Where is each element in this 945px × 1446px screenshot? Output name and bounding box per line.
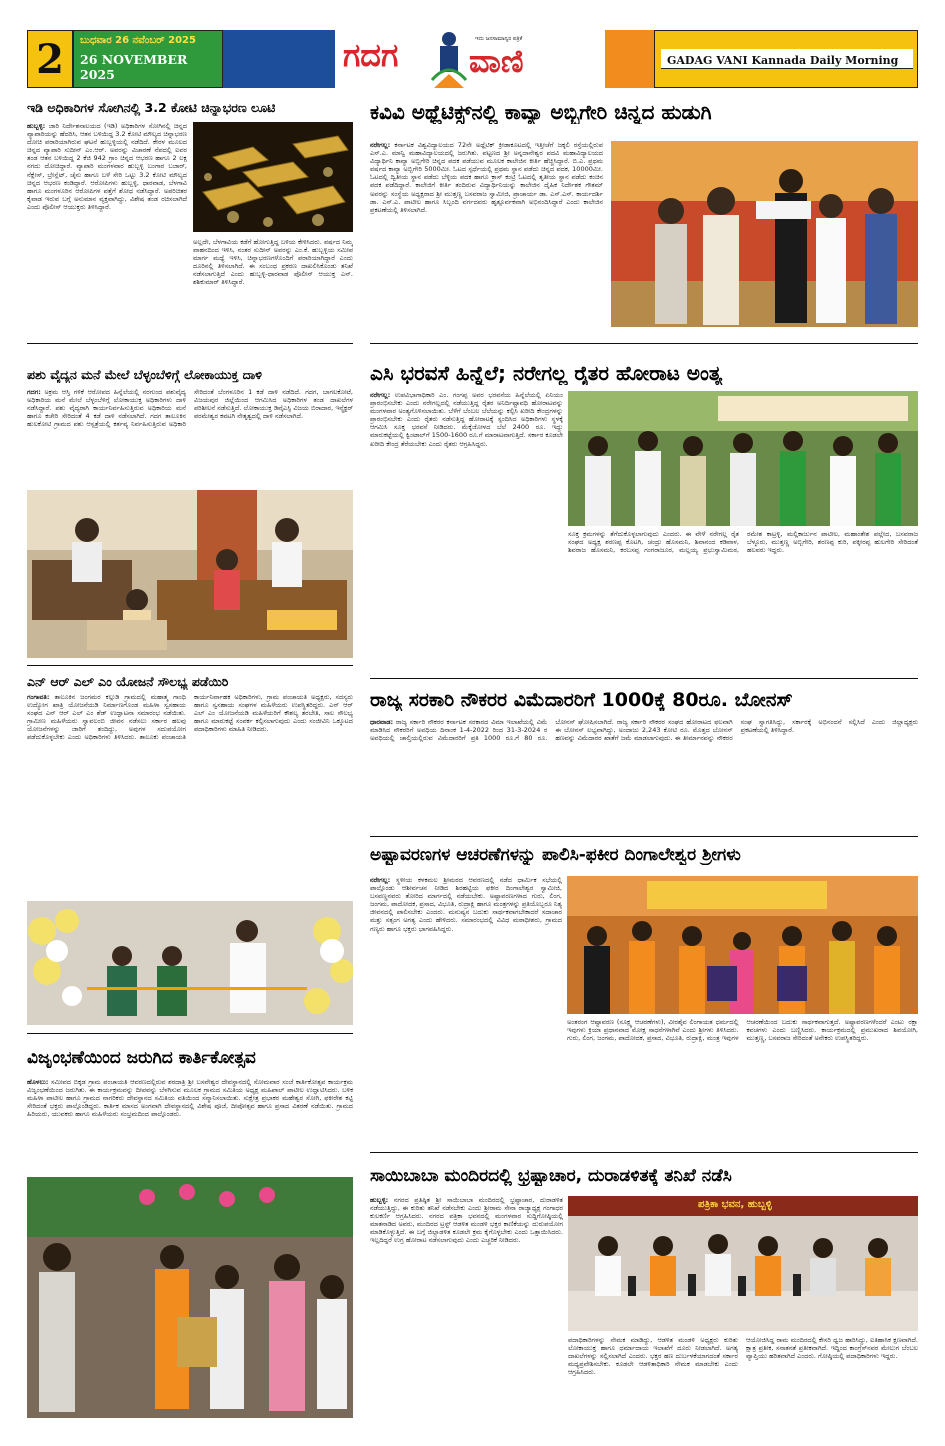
farmers-headline: ಎಸಿ ಭರವಸೆ ಹಿನ್ನೆಲೆ; ನರೇಗಲ್ಲ ರೈತರ ಹೋರಾಟ ಅಂತ್ಯ (370, 361, 723, 385)
date-kannada: ಬುಧವಾರ 26 ನವೆಂಬರ್ 2025 (80, 35, 196, 46)
logo-text-left: ಗದಗ (343, 36, 399, 74)
divider (370, 1152, 918, 1153)
lokayukta-body: ಗದಗ: ಅಕ್ರಮ ಆಸ್ತಿ ಗಳಿಕೆ ಆರೋಪದ ಹಿನ್ನೆಲೆಯಲ್ಲಿ ನರಗುಂದ ಪಶುವೈದ್ಯ ಅಧಿಕಾರಿಯ ಮನೆ ಮೇಲೆ ಬೆಳ್ಳಂಬೆಳಿಗ್ಗೆ ಲೋಕಾಯುಕ್ತ ಅಧಿಕಾರಿಗಳು ದಾಳಿ ನಡೆಸಿದ್ದಾರೆ. ಪಶು ವೈದ್ಯರಾಗಿ ಕಾರ್ಯನಿರ್ವಹಿಸುತ್ತಿರುವ ಅಧಿಕಾರಿಯ ಮನೆ ಹಾಗೂ ಕಚೇರಿ ಸೇರಿದಂತೆ 4 ಕಡೆ ದಾಳಿ ನಡೆಸಲಾಗಿದೆ. ಗದಗ ತಾಲೂಕಿನ ಹುಲಕೋಟಿ ಗ್ರಾಮದ ಪಶು ಆಸ್ಪತ್ರೆಯಲ್ಲಿ ಕರ್ತವ್ಯ ನಿರ್ವಹಿಸುತ್ತಿರುವ ಅಧಿಕಾರಿ ಸೇರಿದಂತೆ ಬೆಂಗಳೂರಿನ 1 ಕಡೆ ದಾಳಿ ನಡೆದಿದೆ. ಗದಗ, ಬಾಗಲಕೋಟೆ, ವಿಜಯಪುರ ಜಿಲ್ಲೆಯಿಂದ ಆಗಮಿಸಿದ ಅಧಿಕಾರಿಗಳ ತಂಡ ದಾಖಲೆಗಳ ಪರಿಶೀಲನೆ ನಡೆಸುತ್ತಿದೆ. ಲೋಕಾಯುಕ್ತ ಡಿವೈಎಸ್ಪಿ ವಿಜಯ ಬಿರಾದಾರ, ಇನ್ಸ್ಪೆಕ್ಟರ್ ಪರಮೇಶ್ವರ ಕವಟಗಿ ನೇತೃತ್ವದಲ್ಲಿ ದಾಳಿ ನಡೆಸಲಾಗಿದೆ. (27, 388, 353, 429)
ribbon-cutting-image (27, 901, 353, 1025)
saibaba-headline: ಸಾಯಿಬಾಬಾ ಮಂದಿರದಲ್ಲಿ ಭ್ರಷ್ಟಾಚಾರ, ದುರಾಡಳಿತಕ್ಕೆ ತನಿಖೆ ನಡೆಸಿ (370, 1166, 732, 1186)
divider (27, 1033, 353, 1034)
nrlm-headline: ಎನ್ ಆರ್ ಎಲ್ ಎಂ ಯೋಜನೆ ಸೌಲಭ್ಯ ಪಡೆಯಿರಿ (27, 674, 229, 689)
ashtavarana-body-2: ಅಂತರಂಗ ಆಷ್ಟಾವರಣ (ಸೂಕ್ಷ್ಮ ಆಚರಣೆಗಳು), ವೀರಶೈವ ಲಿಂಗಾಯತ ಧರ್ಮದಲ್ಲಿ ಇವುಗಳು ಕ್ರಿಯಾ ಪ್ರಧಾನವಾದ ಮೋಕ್ಷ ಸಾಧನೆಗಳಾಗಿವೆ ಎಂದು ಶ್ರೀಗಳು ತಿಳಿಸಿದರು. ಗುರು, ಲಿಂಗ, ಜಂಗಮ, ಪಾದೋದಕ, ಪ್ರಸಾದ, ವಿಭೂತಿ, ರುದ್ರಾಕ್ಷಿ, ಮಂತ್ರ ಇವುಗಳ ಆಚರಣೆಯಿಂದ ಬದುಕು ಸಾರ್ಥಕವಾಗುತ್ತದೆ. ಅಷ್ಟಾವರಣಗಳೆಂದರೆ ಎಂಟು ರಕ್ಷಾ ಕವಚಗಳು ಎಂದು ಬಣ್ಣಿಸಿದರು. ಕಾರ್ಯಕ್ರಮದಲ್ಲಿ ಪ್ರಮುಖರಾದ ಶಿವಯೋಗಿ, ಮುತ್ತಣ್ಣ, ಬಸವರಾಜ ಸೇರಿದಂತೆ ಅನೇಕರು ಉಪಸ್ಥಿತರಿದ್ದರು. (567, 1018, 918, 1043)
gold-body-2: ಅಲ್ಲದೇ, ಬೆಳಗಾವಿಯ ಕಡೆಗೆ ಹೋಗುತ್ತಿದ್ದ ಬಳಿಯ ಕೇಳಿಸಿದರು. ವರ್ಷದ ನಿಮ್ಮ ವಾಹನದಿಂದ ಇಳಿಸಿ, ನಂತರ ಸುದೀನ್ ಅವರನ್ನು ಎಂ.ಕೆ. ಹುಬ್ಬಳ್ಳಿಯ ಸಮೀಪ ಮಾರ್ಗ ಮಧ್ಯೆ ಇಳಿಸಿ, ಚಿನ್ನಾಭರಣಗಳೊಂದಿಗೆ ಪರಾರಿಯಾಗಿದ್ದಾರೆ ಎಂದು ದೂರಿನಲ್ಲಿ ತಿಳಿಸಲಾಗಿದೆ. ಈ ಸಂಬಂಧ ಪ್ರಕರಣ ದಾಖಲಿಸಿಕೊಂಡು ತನಿಖೆ ನಡೆಸಲಾಗುತ್ತಿದೆ ಎಂದು ಹುಬ್ಬಳ್ಳಿ-ಧಾರವಾಡ ಪೊಲೀಸ್ ಆಯುಕ್ತ ಎನ್. ಶಶಿಕುಮಾರ್ ತಿಳಿಸಿದ್ದಾರೆ. (193, 238, 353, 287)
office-raid-image (27, 490, 353, 658)
athletics-body: ನರೇಗಲ್ಲ: ಕರ್ನಾಟಕ ವಿಶ್ವವಿದ್ಯಾಲಯದ 72ನೇ ಅಥ್ಲೆಟಿಕ್ ಕ್ರೀಡಾಕೂಟದಲ್ಲಿ ಇತ್ತೀಚೆಗೆ ಜಕ್ಕಲಿ ರಸ್ತೆಯಲ್ಲಿರುವ ಎಸ್.ಎ. ಮಾನ್ವಿ ಮಹಾವಿದ್ಯಾಲಯದಲ್ಲಿ ಜರುಗಿತು. ಪಟ್ಟಣದ ಶ್ರೀ ಅನ್ನದಾನೇಶ್ವರ ಪದವಿ ಮಹಾವಿದ್ಯಾಲಯದ ವಿದ್ಯಾರ್ಥಿನಿ ಕಾವ್ಯಾ ಅಬ್ಬಿಗೇರಿ ಚಿನ್ನದ ಪದಕ ಪಡೆಯುವ ಮೂಲಕ ಕಾಲೇಜಿನ ಕೀರ್ತಿ ಹೆಚ್ಚಿಸಿದ್ದಾರೆ. ಬಿ.ಎ. ಪ್ರಥಮ ವರ್ಷದ ಕಾವ್ಯಾ ಅಬ್ಬಿಗೇರಿ 5000ಮೀ. ಓಟದ ಸ್ಪರ್ಧೆಯಲ್ಲಿ ಪ್ರಥಮ ಸ್ಥಾನ ಪಡೆದು ಚಿನ್ನದ ಪದಕ, 10000ಮೀ. ಓಟದಲ್ಲಿ ದ್ವಿತೀಯ ಸ್ಥಾನ ಪಡೆದು ಬೆಳ್ಳಿಯ ಪದಕ ಹಾಗೂ ಕ್ರಾಸ್ ಕಂಟ್ರಿ ಓಟದಲ್ಲಿ ತೃತೀಯ ಸ್ಥಾನ ಪಡೆದು ಕಂಚಿನ ಪದಕ ಪಡೆದಿದ್ದಾರೆ. ಕಾಲೇಜಿಗೆ ಕೀರ್ತಿ ತಂದಿರುವ ವಿದ್ಯಾರ್ಥಿನಿಯನ್ನು ಕಾಲೇಜಿನ ದೈಹಿಕ ನಿರ್ದೇಶಕ ಗೌತಮ್ ಅವರನ್ನು ಸಂಸ್ಥೆಯ ಅಧ್ಯಕ್ಷರಾದ ಶ್ರೀ ಮುತ್ತಣ್ಣ ಬಸವರಾಜ ಸ್ವಾಮೀಜಿ, ಪ್ರಾಚಾರ್ಯ ಡಾ. ಎಸ್.ಎಸ್. ಕಾರ್ಯದರ್ಶಿ ಡಾ. ಎಸ್.ಎ. ಪಾಟೀಲ ಹಾಗೂ ಸಿಬ್ಬಂದಿ ವರ್ಗದವರು ಹೃತ್ಪೂರ್ವಕವಾಗಿ ಅಭಿನಂದಿಸಿದ್ದಾರೆ ಎಂದು ಕಾಲೇಜಿನ ಪ್ರಕಟಣೆಯಲ್ಲಿ ತಿಳಿಸಲಾಗಿದೆ. (370, 141, 603, 214)
divider (27, 665, 353, 666)
seer-felicitation-image (567, 876, 918, 1014)
ashtavarana-photo (567, 876, 918, 1014)
press-meet-image (568, 1196, 918, 1331)
karthikotsava-photo (27, 1177, 353, 1418)
paper-name: GADAG VANI Kannada Daily Morning (667, 54, 899, 67)
divider (27, 343, 353, 344)
temple-felicitation-image (27, 1177, 353, 1418)
logo-area (335, 30, 605, 88)
date-box (73, 30, 223, 88)
gold-body: ಹುಬ್ಬಳ್ಳಿ: ಜಾರಿ ನಿರ್ದೇಶನಾಲಯದ (ಇಡಿ) ಅಧಿಕಾರಿಗಳ ಸೋಗಿನಲ್ಲಿ ಚಿನ್ನದ ವ್ಯಾಪಾರಿಯನ್ನು ಹೆದರಿಸಿ, ಆತನ ಬಳಿಯಿದ್ದ 3.2 ಕೋಟಿ ಮೌಲ್ಯದ ಚಿನ್ನಾಭರಣ ದೋಚಿ ಪರಾರಿಯಾಗಿರುವ ಘಟನೆ ಹುಬ್ಬಳ್ಳಿಯಲ್ಲಿ ನಡೆದಿದೆ. ಕೇರಳ ಮೂಲದ ಚಿನ್ನದ ವ್ಯಾಪಾರಿ ಸುದೀನ್ ಎಂ.ಆರ್. ಅವರನ್ನು ವಿಚಾರಣೆ ನೆಪದಲ್ಲಿ ಐವರ ತಂಡ ಆತನ ಬಳಿಯಿದ್ದ 2 ಕೆಜಿ 942 ಗ್ರಾಂ ಚಿನ್ನದ ಆಭರಣ ಹಾಗೂ 2 ಲಕ್ಷ ನಗದು ದೋಚಿದ್ದಾರೆ. ವ್ಯಾಪಾರಿ ಮಂಗಳವಾರ ಹುಬ್ಬಳ್ಳಿ ಬಂಗಾರ ಬಜಾರ್, ನೆಕ್ಲೇಸ್, ಬ್ರೇಸ್ಲೆಟ್, ಚೈನು ಹಾಗೂ ಬಳೆ ಸೇರಿ ಒಟ್ಟು 3.2 ಕೋಟಿ ಮೌಲ್ಯದ ಚಿನ್ನದ ಆಭರಣ ಕಂಡಿದ್ದಾರೆ. ಆರೋಪಿಗಳು ಹುಬ್ಬಳ್ಳಿ, ಧಾರವಾಡ, ಬೆಳಗಾವಿ ಹಾಗೂ ಮಂಗಳೂರಿನ ಆರೋಪಿಗಳ ಪತ್ತೆಗೆ ಶೋಧ ನಡೆಸಿದ್ದಾರೆ. ಅಪರಿಚಿತರ ಕೈವಾಡ ಇರುವ ಬಗ್ಗೆ ಅನುಮಾನ ವ್ಯಕ್ತವಾಗಿದ್ದು, ವಿಶೇಷ ತಂಡ ರಚಿಸಲಾಗಿದೆ ಎಂದು ಪೊಲೀಸ್ ಆಯುಕ್ತರು ತಿಳಿಸಿದ್ದಾರೆ. (27, 122, 187, 211)
divider (370, 836, 918, 837)
divider (370, 678, 918, 679)
blue-band (223, 30, 335, 88)
paper-name-box (654, 30, 918, 88)
nrlm-body: ಗಂಗಾವತಿ: ತಾಲೂಕಿನ ಜಂಗಮರ ಕಲ್ಗುಡಿ ಗ್ರಾಮದಲ್ಲಿ ಮಹಾತ್ಮ ಗಾಂಧಿ ಉದ್ಯೋಗ ಖಾತ್ರಿ ಯೋಜನೆಯಡಿ ನಿರ್ಮಾಣಗೊಂಡ ಮಹಿಳಾ ಸ್ವಸಹಾಯ ಸಂಘದ ಎನ್ ಆರ್ ಎಲ್ ಎಂ ಶೆಡ್ ಉದ್ಘಾಟನಾ ಸಮಾರಂಭ ನಡೆಯಿತು. ಗ್ರಾಮೀಣ ಮಹಿಳೆಯರು ಸ್ವಾವಲಂಬಿ ಜೀವನ ನಡೆಸಲು ಸರ್ಕಾರ ಹಲವು ಯೋಜನೆಗಳನ್ನು ಜಾರಿಗೆ ತಂದಿದ್ದು, ಅವುಗಳ ಸದುಪಯೋಗ ಪಡೆದುಕೊಳ್ಳಬೇಕು ಎಂದು ಅಧಿಕಾರಿಗಳು ತಿಳಿಸಿದರು. ತಾಲೂಕು ಪಂಚಾಯತಿ ಕಾರ್ಯನಿರ್ವಾಹಕ ಅಧಿಕಾರಿಗಳು, ಗ್ರಾಮ ಪಂಚಾಯತಿ ಅಧ್ಯಕ್ಷರು, ಸದಸ್ಯರು ಹಾಗೂ ಸ್ವಸಹಾಯ ಸಂಘಗಳ ಮಹಿಳೆಯರು ಉಪಸ್ಥಿತರಿದ್ದರು. ಎನ್ ಆರ್ ಎಲ್ ಎಂ ಯೋಜನೆಯಡಿ ಮಹಿಳೆಯರಿಗೆ ಕೌಶಲ್ಯ ತರಬೇತಿ, ಸಾಲ ಸೌಲಭ್ಯ ಹಾಗೂ ಮಾರುಕಟ್ಟೆ ಸಂಪರ್ಕ ಕಲ್ಪಿಸಲಾಗುವುದು ಎಂದು ಸಂಜೀವಿನಿ ಒಕ್ಕೂಟದ ಪದಾಧಿಕಾರಿಗಳು ಮಾಹಿತಿ ನೀಡಿದರು. (27, 693, 353, 742)
logo-tagline: ಇದು ಜನಸಾಮಾನ್ಯರ ಪತ್ರಿಕೆ (475, 36, 523, 42)
gold-bars-image (193, 122, 353, 232)
divider (370, 343, 918, 344)
orange-band (605, 30, 654, 88)
farmers-photo (568, 391, 918, 526)
saibaba-body: ಹುಬ್ಬಳ್ಳಿ: ನಗರದ ಪ್ರತಿಷ್ಠಿತ ಶ್ರೀ ಸಾಯಿಬಾಬಾ ಮಂದಿರದಲ್ಲಿ ಭ್ರಷ್ಟಾಚಾರ, ದುರಾಡಳಿತ ನಡೆಯುತ್ತಿದ್ದು, ಈ ಕುರಿತು ತನಿಖೆ ನಡೆಸಬೇಕು ಎಂದು ಶ್ರೀರಾಮ ಸೇನಾ ರಾಜ್ಯಾಧ್ಯಕ್ಷ ಗಂಗಾಧರ ಕುಲಕರ್ಣಿ ಆಗ್ರಹಿಸಿದರು. ನಗರದ ಪತ್ರಿಕಾ ಭವನದಲ್ಲಿ ಮಂಗಳವಾರ ಸುದ್ದಿಗೋಷ್ಠಿಯಲ್ಲಿ ಮಾತನಾಡಿದ ಅವರು, ಮಂದಿರದ ಟ್ರಸ್ಟ್ ಆಡಳಿತ ಮಂಡಳಿ ಭಕ್ತರ ಕಾಣಿಕೆಯನ್ನು ದುರುಪಯೋಗ ಮಾಡಿಕೊಳ್ಳುತ್ತಿದೆ. ಈ ಬಗ್ಗೆ ಜಿಲ್ಲಾಡಳಿತ ಕೂಡಲೇ ಕ್ರಮ ಕೈಗೊಳ್ಳಬೇಕು ಎಂದು ಒತ್ತಾಯಿಸಿದರು. ಇಲ್ಲದಿದ್ದರೆ ಉಗ್ರ ಹೋರಾಟ ನಡೆಸಲಾಗುವುದು ಎಂದು ಎಚ್ಚರಿಕೆ ನೀಡಿದರು. (370, 1196, 563, 1245)
ashtavarana-body: ನರೇಗಲ್ಲ: ಸ್ಥಳೀಯ ಕಳಕಮಲ ಶ್ರೀಮಠದ ಆವರಣದಲ್ಲಿ ನಡೆದ ಧಾರ್ಮಿಕ ಸಭೆಯಲ್ಲಿ ಪಾಲ್ಗೊಂಡು ಆಶೀರ್ವಚನ ನೀಡಿದ ಶಿರಹಟ್ಟಿಯ ಫಕೀರ ದಿಂಗಾಲೇಶ್ವರ ಸ್ವಾಮೀಜಿ, ಬಸವಣ್ಣನವರು ತೋರಿದ ಮಾರ್ಗದಲ್ಲಿ ನಡೆಯಬೇಕು. ಅಷ್ಟಾವರಣಗಳಾದ ಗುರು, ಲಿಂಗ, ಜಂಗಮ, ಪಾದೋದಕ, ಪ್ರಸಾದ, ವಿಭೂತಿ, ರುದ್ರಾಕ್ಷಿ ಹಾಗೂ ಮಂತ್ರಗಳನ್ನು ಪ್ರತಿಯೊಬ್ಬರೂ ನಿತ್ಯ ಜೀವನದಲ್ಲಿ ಪಾಲಿಸಬೇಕು ಎಂದರು. ಮನುಷ್ಯನ ಬದುಕು ಸಾರ್ಥಕವಾಗಬೇಕಾದರೆ ಸದಾಚಾರ ಮತ್ತು ಸತ್ಸಂಗ ಅಗತ್ಯ ಎಂದು ಹೇಳಿದರು. ಸಮಾರಂಭದಲ್ಲಿ ವಿವಿಧ ಮಠಾಧೀಶರು, ಗ್ರಾಮದ ಗಣ್ಯರು ಹಾಗೂ ಭಕ್ತರು ಭಾಗವಹಿಸಿದ್ದರು. (370, 876, 562, 933)
banner-caption: ಪತ್ರಿಕಾ ಭವನ, ಹುಬ್ಬಳ್ಳಿ (698, 1199, 772, 1210)
saibaba-body-2: ಪದಾಧಿಕಾರಿಗಳನ್ನು ನೇಮಕ ಮಾಡಿದ್ದು, ಆಡಳಿತ ಮಂಡಳಿ ಅಧ್ಯಕ್ಷರು ಕುರಿತು ಲೋಕಾಯುಕ್ತ ಹಾಗೂ ಧರ್ಮಾದಾಯ ಇಲಾಖೆಗೆ ದೂರು ನೀಡಲಾಗಿದೆ. ಅಗತ್ಯ ದಾಖಲೆಗಳನ್ನು ಸಲ್ಲಿಸಲಾಗಿದೆ ಎಂದರು. ಭಕ್ತರ ಹಣ ದುರ್ಬಳಕೆಯಾಗದಂತೆ ಸರ್ಕಾರ ಮಧ್ಯಪ್ರವೇಶಿಸಬೇಕು. ಕೂಡಲೇ ಆಡಳಿತಾಧಿಕಾರಿ ನೇಮಕ ಮಾಡಬೇಕು ಎಂದು ಆಗ್ರಹಿಸಿದರು. (568, 1336, 738, 1377)
masthead (0, 0, 945, 88)
farmers-body: ನರೇಗಲ್ಲ: ಉಪವಿಭಾಗಾಧಿಕಾರಿ ಎಂ. ಗಂಗಪ್ಪ ಅವರ ಭರವಸೆಯ ಹಿನ್ನೆಲೆಯಲ್ಲಿ ಏನಿಯಂ ಪ್ರಾರಂಭಿಸಬೇಕು ಎಂದು ನರೇಗಲ್ಲದಲ್ಲಿ ನಡೆಯುತ್ತಿದ್ದ ರೈತರ ಅನಿರ್ದಿಷ್ಟಾವಧಿ ಹೋರಾಟವನ್ನು ಮಂಗಳವಾರ ಅಂತ್ಯಗೊಳಿಸಲಾಯಿತು. ಬೆಳೆಗೆ ಬೆಂಬಲ ಬೆಲೆಯನ್ನು ಕಲ್ಪಿಸಿ ಖರೀದಿ ಕೇಂದ್ರಗಳನ್ನು ಪ್ರಾರಂಭಿಸಬೇಕು ಎಂದು ರೈತರು ನಡೆಸುತ್ತಿದ್ದ ಹೋರಾಟಕ್ಕೆ ಸ್ಪಂದಿಸಿದ ಅಧಿಕಾರಿಗಳು ಸ್ಥಳಕ್ಕೆ ಆಗಮಿಸಿ ಸೂಕ್ತ ಭರವಸೆ ನೀಡಿದರು. ಮೆಕ್ಕೆಜೋಳದ ಬೆಲೆ 2400 ರೂ. ಇದ್ದು ಮಾರುಕಟ್ಟೆಯಲ್ಲಿ ಕ್ವಿಂಟಾಲ್‌ಗೆ 1500-1600 ರೂ.ಗೆ ಮಾರಾಟವಾಗುತ್ತಿದೆ. ಸರ್ಕಾರ ಕೂಡಲೇ ಖರೀದಿ ಕೇಂದ್ರ ತೆರೆಯಬೇಕು ಎಂದು ರೈತರು ಆಗ್ರಹಿಸಿದ್ದರು. (370, 391, 563, 448)
date-english: 26 NOVEMBER 2025 (80, 52, 188, 82)
saibaba-photo (568, 1196, 918, 1331)
athletics-photo (611, 141, 918, 327)
logo-text-right: ವಾಣಿ (469, 42, 524, 80)
bonus-headline: ರಾಜ್ಯ ಸರಕಾರಿ ನೌಕರರ ವಿಮೆದಾರರಿಗೆ 1000ಕ್ಕೆ 80ರೂ. ಬೋನಸ್ (370, 689, 793, 711)
gold-dateline: ಹುಬ್ಬಳ್ಳಿ: (27, 122, 46, 130)
farmers-body-2: ಸೂಕ್ತ ಕ್ರಮಗಳನ್ನು ತೆಗೆದುಕೊಳ್ಳಲಾಗುವುದು ಎಂದರು. ಈ ವೇಳೆ ನರೇಗಲ್ಲ ರೈತ ಸಂಘದ ಅಧ್ಯಕ್ಷ ಶರಣಪ್ಪ ಕೊಟಗಿ, ಚಂದ್ರು ಹೊಸಮನಿ, ಶಿವಾನಂದ ಕಡಿವಾಳ, ಶಿವರಾಜ ಹೊಸಮನಿ, ಕರಬಸಪ್ಪ ಗಂಗರಾಜೂರ, ಮಲ್ಲಯ್ಯ ಪ್ರಭುಸ್ವಾಮಿಮಠ, ರಮೇಶ ಕಾಟ್ರಳ್ಳಿ, ಮಲ್ಲಿಕಾರ್ಜುನ ಪಾಟೀಲ, ಮಹಾಂತೇಶ ಪಲ್ಲೇದ, ಬಸವರಾಜ ಬೆಳ್ಳೂರು, ಮುತ್ತಣ್ಣ ಅಬ್ಬಿಗೇರಿ, ಶರಣಪ್ಪ ಕುರಿ, ಪಕ್ಕೀರಪ್ಪ ಹುಲಗೇರಿ ಸೇರಿದಂತೆ ಹಲವರು ಇದ್ದರು. (568, 530, 918, 555)
page-number-box (27, 30, 73, 88)
lokayukta-photo (27, 490, 353, 658)
logo-emblem (430, 30, 468, 88)
statue-icon (430, 30, 468, 88)
karthikotsava-body: ಹೊಳಲು: ಸಮೀಪದ ಬಿಕ್ಕಡ ಗ್ರಾಮ ಪಂಚಾಯತಿ ಆವರಣದಲ್ಲಿರುವ ಶರದಾತ್ರಿ ಶ್ರೀ ಬಸವೇಶ್ವರ ದೇವಸ್ಥಾನದಲ್ಲಿ ಸೋಮವಾರ ಸಂಜೆ ಕಾರ್ತಿಕೋತ್ಸವ ಕಾರ್ಯಕ್ರಮ ವಿಜೃಂಭಣೆಯಿಂದ ಜರುಗಿತು. ಈ ಕಾರ್ಯಕ್ರಮವನ್ನು ದೀಪವನ್ನು ಬೆಳಗಿಸುವ ಮೂಲಕ ಗ್ರಾಮದ ಸಮಿತಿಯ ಅಧ್ಯಕ್ಷ ಮಹಿಪಾಲ್ ಪಾಟೀಲ ಉದ್ಘಾಟಿಸಿದರು. ಬಳಿಕ ಮಹಿಳಾ ಪಾಟೀಲ ಹಾಗೂ ಗ್ರಾಮದ ನಾಗರಿಕರು ದೇವಸ್ಥಾನದ ಸಮಿತಿಯ ವತಿಯಿಂದ ಸನ್ಮಾನಿಸಲಾಯಿತು. ಸುಕ್ಷೇತ್ರ ಪ್ರಭಾಕರ ಮಹೇಶ್ವರ ಸೋಗಿ, ಫಕೀರೇಶ ಕಟ್ಟಿ ಸೇರಿದಂತೆ ಭಕ್ತರು ಪಾಲ್ಗೊಂಡಿದ್ದರು. ಕಾರ್ತಿಕ ಮಾಸದ ಅಂಗವಾಗಿ ದೇವಸ್ಥಾನದಲ್ಲಿ ವಿಶೇಷ ಪೂಜೆ, ದೀಪೋತ್ಸವ ಹಾಗೂ ಪ್ರಸಾದ ವಿತರಣೆ ನಡೆಯಿತು. ಗ್ರಾಮದ ಹಿರಿಯರು, ಯುವಕರು ಹಾಗೂ ಮಹಿಳೆಯರು ಸಂಭ್ರಮದಿಂದ ಪಾಲ್ಗೊಂಡರು. (27, 1078, 353, 1119)
gold-headline: ಇಡಿ ಅಧಿಕಾರಿಗಳ ಸೋಗಿನಲ್ಲಿ 3.2 ಕೋಟಿ ಚಿನ್ನಾಭರಣ ಲೂಟಿ (27, 100, 276, 115)
award-ceremony-image (611, 141, 918, 327)
nrlm-photo (27, 901, 353, 1025)
page-number: 2 (36, 35, 64, 83)
bonus-body: ಧಾರವಾಡ: ರಾಜ್ಯ ಸರ್ಕಾರಿ ನೌಕರರ ಕರ್ನಾಟಕ ಸರಕಾರದ ವಿಮಾ ಇಲಾಖೆಯಲ್ಲಿ ವಿಮೆ ಮಾಡಿಸಿದ ನೌಕರರಿಗೆ ಅವಧಿಯ ದಿನಾಂಕ 1-4-2022 ರಿಂದ 31-3-2024 ರ ಅವಧಿಯಲ್ಲಿ ಚಾಲ್ತಿಯಲ್ಲಿರುವ ವಿಮೆದಾರರಿಗೆ ಪ್ರತಿ 1000 ರೂ.ಗೆ 80 ರೂ. ಬೋನಸ್ ಘೋಷಿಸಲಾಗಿದೆ. ರಾಜ್ಯ ಸರ್ಕಾರಿ ನೌಕರರ ಸಂಘದ ಹೋರಾಟದ ಫಲವಾಗಿ ಈ ಬೋನಸ್ ಲಭ್ಯವಾಗಿದ್ದು, ಅಂದಾಜು 2,243 ಕೋಟಿ ರೂ. ಮೊತ್ತದ ಬೋನಸ್ ಹಣವನ್ನು ವಿಮೆದಾರರ ಖಾತೆಗೆ ಜಮೆ ಮಾಡಲಾಗುವುದು. ಈ ತೀರ್ಮಾನವನ್ನು ನೌಕರರ ಸಂಘ ಸ್ವಾಗತಿಸಿದ್ದು, ಸರ್ಕಾರಕ್ಕೆ ಅಭಿನಂದನೆ ಸಲ್ಲಿಸಿದೆ ಎಂದು ಜಿಲ್ಲಾಧ್ಯಕ್ಷರು ಪ್ರಕಟಣೆಯಲ್ಲಿ ತಿಳಿಸಿದ್ದಾರೆ. (370, 718, 918, 743)
gold-photo (193, 122, 353, 232)
athletics-headline: ಕವಿವಿ ಅಥ್ಲೆಟಿಕ್ಸ್‌ನಲ್ಲಿ ಕಾವ್ಯಾ ಅಬ್ಬಿಗೇರಿ ಚಿನ್ನದ ಹುಡುಗಿ (370, 100, 712, 124)
saibaba-body-3: ಆಯೋಜಿಸಿದ್ದ ರಾಮ ಮಂದಿರದಲ್ಲಿ ಕೇಸರಿ ಧ್ವಜ ಹಾರಿಸಿದ್ದು, ಐತಿಹಾಸಿಕ ಕ್ಷಣವಾಗಿದೆ. ಕ್ಷಾತ್ರ ಪ್ರತೀಕ, ಸನಾತನತೆ ಪ್ರತೀಕವಾಗಿದೆ. ಇದ್ದಿಂದ ಕಾಂಗ್ರೆಸ್‌ನವರ ಮೇಲುಗ ಬೆಂಬಲ ವ್ಯಾಪ್ತಿಯು ಹರಿತವಾಗಿದೆ ಎಂದರು. ಗೋಷ್ಠಿಯಲ್ಲಿ ಪದಾಧಿಕಾರಿಗಳು ಇದ್ದರು. (746, 1336, 918, 1361)
karthikotsava-headline: ವಿಜೃಂಭಣೆಯಿಂದ ಜರುಗಿದ ಕಾರ್ತಿಕೋತ್ಸವ (27, 1048, 256, 1068)
farmers-meeting-image (568, 391, 918, 526)
ashtavarana-headline: ಅಷ್ಟಾವರಣಗಳ ಆಚರಣೆಗಳನ್ನು ಪಾಲಿಸಿ-ಫಕೀರ ದಿಂಗಾಲೇಶ್ವರ ಶ್ರೀಗಳು (370, 845, 741, 865)
lokayukta-headline: ಪಶು ವೈದ್ಯನ ಮನೆ ಮೇಲೆ ಬೆಳ್ಳಂಬೆಳಿಗ್ಗೆ ಲೋಕಾಯುಕ್ತ ದಾಳಿ (27, 367, 262, 382)
